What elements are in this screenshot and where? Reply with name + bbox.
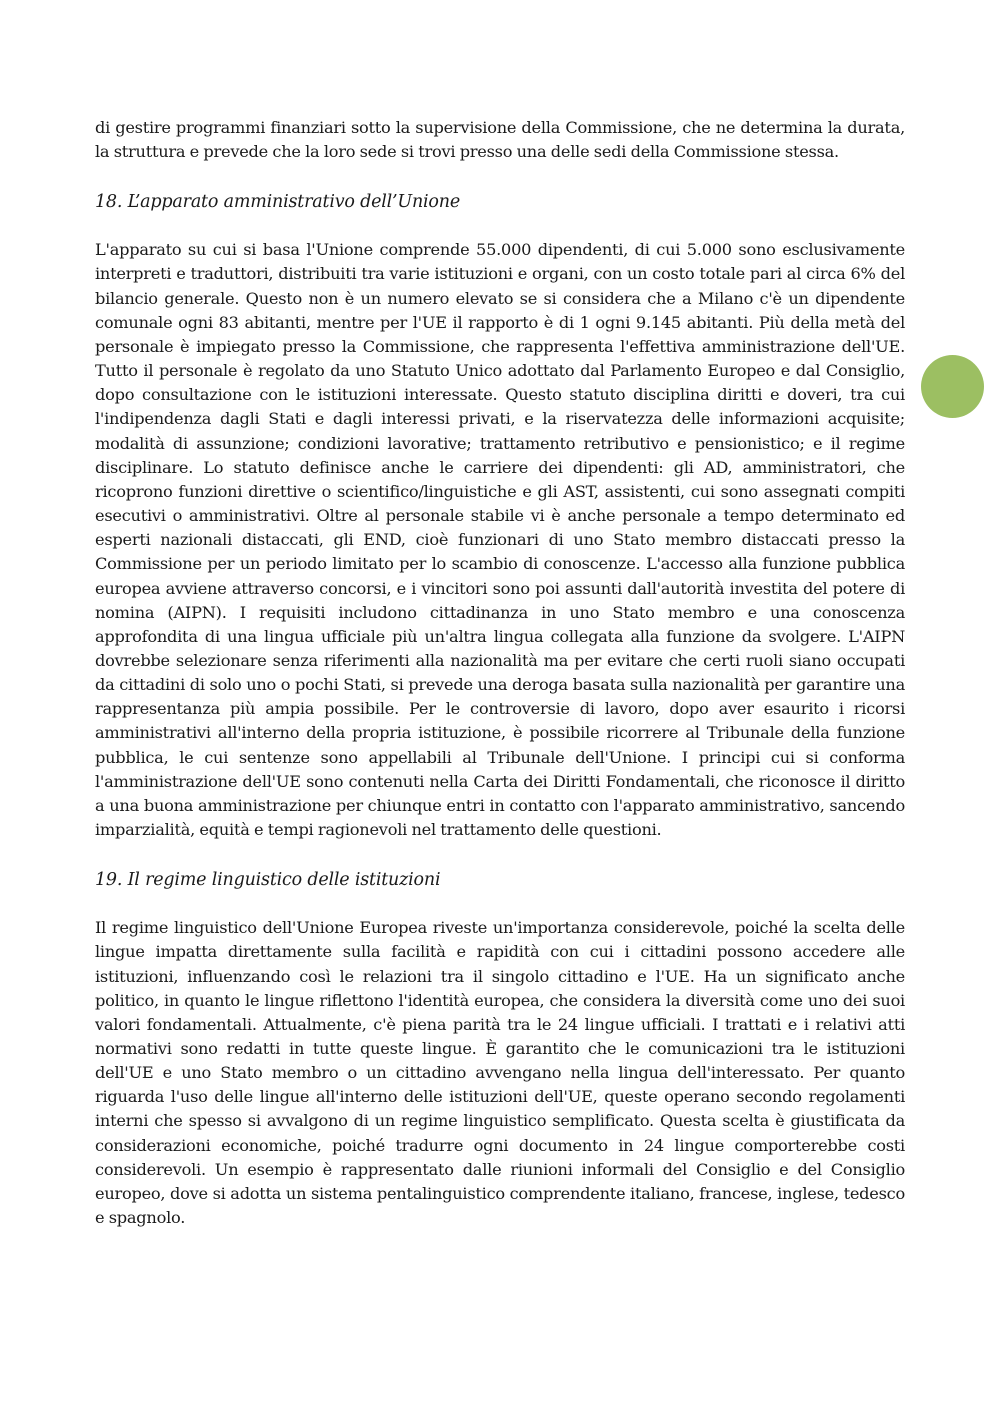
section-19-body: Il regime linguistico dell'Unione Europea riveste un'importanza considerevole, poiché la scelta delle lingue impatta direttamente sulla facilità e rapidità con cui i cittadini possono accedere alle istituzioni, influenzando così le relazioni tra il singolo cittadino e l'UE. Ha un significato anche politico, in quanto le lingue riflettono l'identità europea, che considera la diversità come uno dei suoi valori fondamentali. Attualmente, c'è piena parità tra le 24 lingue ufficiali. I trattati e i relativi atti normativi sono redatti in tutte queste lingue. È garantito che le comunicazioni tra le istituzioni dell'UE e uno Stato membro o un cittadino avvengano nella lingua dell'interessato. Per quanto riguarda l'uso delle lingue all'interno delle istituzioni dell'UE, queste operano secondo regolamenti interni che spesso si avvalgono di un regime linguistico semplificato. Questa scelta è giustificata da considerazioni economiche, poiché tradurre ogni documento in 24 lingue comporterebbe costi considerevoli. Un esempio è rappresentato dalle riunioni informali del Consiglio e del Consiglio europeo, dove si adotta un sistema pentalinguistico comprendente italiano, francese, inglese, tedesco e spagnolo. (95, 918, 905, 1228)
section-18-body: L'apparato su cui si basa l'Unione comprende 55.000 dipendenti, di cui 5.000 sono esclusivamente interpreti e traduttori, distribuiti tra varie istituzioni e organi, con un costo totale pari al circa 6% del bilancio generale. Questo non è un numero elevato se si considera che a Milano c'è un dipendente comunale ogni 83 abitanti, mentre per l'UE il rapporto è di 1 ogni 9.145 abitanti. Più della metà del personale è impiegato presso la Commissione, che rappresenta l'effettiva amministrazione dell'UE. Tutto il personale è regolato da uno Statuto Unico adottato dal Parlamento Europeo e dal Consiglio, dopo consultazione con le istituzioni interessate. Questo statuto disciplina diritti e doveri, tra cui l'indipendenza dagli Stati e dagli interessi privati, e la riservatezza delle informazioni acquisite; modalità di assunzione; condizioni lavorative; trattamento retributivo e pensionistico; e il regime disciplinare. Lo statuto definisce anche le carriere dei dipendenti: gli AD, amministratori, che ricoprono funzioni direttive o scientifico/linguistiche e gli AST, assistenti, cui sono assegnati compiti esecutivi o amministrativi. Oltre al personale stabile vi è anche personale a tempo determinato ed esperti nazionali distaccati, gli END, cioè funzionari di uno Stato membro distaccati presso la Commissione per un periodo limitato per lo scambio di conoscenze. L'accesso alla funzione pubblica europea avviene attraverso concorsi, e i vincitori sono poi assunti dall'autorità investita del potere di nomina (AIPN). I requisiti includono cittadinanza in uno Stato membro e una conoscenza approfondita di una lingua ufficiale più un'altra lingua collegata alla funzione da svolgere. L'AIPN dovrebbe selezionare senza riferimenti alla nazionalità ma per evitare che certi ruoli siano occupati da cittadini di solo uno o pochi Stati, si prevede una deroga basata sulla nazionalità per garantire una rappresentanza più ampia possibile. Per le controversie di lavoro, dopo aver esaurito i ricorsi amministrativi all'interno della propria istituzione, è possibile ricorrere al Tribunale della funzione pubblica, le cui sentenze sono appellabili al Tribunale dell'Unione. I principi cui si conforma l'amministrazione dell'UE sono contenuti nella Carta dei Diritti Fondamentali, che riconosce il diritto a una buona amministrazione per chiunque entri in contatto con l'apparato amministrativo, sancendo imparzialità, equità e tempi ragionevoli nel trattamento delle questioni. (95, 240, 905, 840)
green-circle-decoration (921, 355, 984, 418)
intro-paragraph: di gestire programmi finanziari sotto la supervisione della Commissione, che ne determina la durata, la struttura e prevede che la loro sede si trovi presso una delle sedi della Commissione stessa. (95, 118, 905, 162)
section-18-heading: 18. L’apparato amministrativo dell’Unione (95, 192, 460, 213)
document-page (95, 116, 905, 1230)
section-19-heading: 19. Il regime linguistico delle istituzioni (95, 870, 441, 891)
